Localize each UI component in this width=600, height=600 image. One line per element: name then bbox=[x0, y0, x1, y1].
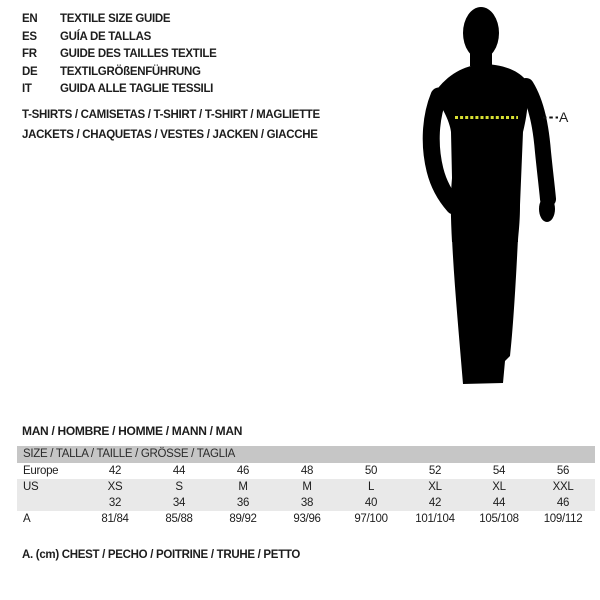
table-cell: 42 bbox=[428, 497, 442, 509]
table-cell: 44 bbox=[492, 497, 506, 509]
table-row bbox=[17, 495, 595, 511]
man-silhouette bbox=[410, 0, 580, 400]
language-code: ES bbox=[22, 30, 37, 43]
language-row bbox=[22, 11, 217, 29]
measure-label-a: A bbox=[559, 109, 569, 125]
table-cell: XL bbox=[428, 481, 442, 493]
table-cell: 85/88 bbox=[165, 513, 193, 525]
table-cell: 81/84 bbox=[101, 513, 129, 525]
table-cell: M bbox=[238, 481, 248, 493]
table-cell: 46 bbox=[556, 497, 570, 509]
table-cell: 44 bbox=[172, 465, 186, 477]
table-cell: 97/100 bbox=[354, 513, 388, 525]
language-row bbox=[22, 81, 217, 99]
table-row bbox=[17, 479, 595, 495]
table-cell: 38 bbox=[300, 497, 314, 509]
language-code: DE bbox=[22, 65, 38, 78]
category-lines bbox=[22, 105, 320, 145]
section-title-man: MAN / HOMBRE / HOMME / MANN / MAN bbox=[22, 424, 243, 438]
table-cell: S bbox=[175, 481, 183, 493]
row-label: A bbox=[23, 513, 31, 525]
table-cell: L bbox=[367, 481, 375, 493]
category-line-jackets: JACKETS / CHAQUETAS / VESTES / JACKEN / GIACCHE bbox=[22, 129, 318, 141]
language-title: TEXTILGRÖßENFÜHRUNG bbox=[60, 65, 201, 78]
language-title: TEXTILE SIZE GUIDE bbox=[60, 13, 171, 25]
table-cell: 54 bbox=[492, 465, 506, 477]
row-label bbox=[17, 495, 83, 511]
row-label: US bbox=[23, 481, 39, 493]
language-title: GUIDE DES TAILLES TEXTILE bbox=[60, 48, 217, 60]
table-cell: 101/104 bbox=[415, 513, 455, 525]
language-code: EN bbox=[22, 13, 38, 25]
table-cell: 52 bbox=[428, 465, 442, 477]
table-cell: 105/108 bbox=[479, 513, 519, 525]
size-table-rows bbox=[17, 463, 595, 527]
table-cell: 32 bbox=[108, 497, 122, 509]
language-code: IT bbox=[22, 83, 32, 95]
language-title: GUIDA ALLE TAGLIE TESSILI bbox=[60, 83, 214, 95]
language-row bbox=[22, 46, 217, 64]
language-row bbox=[22, 64, 217, 82]
language-row bbox=[22, 29, 217, 47]
figure-area bbox=[410, 0, 580, 400]
table-cell: XXL bbox=[552, 481, 574, 493]
table-cell: 34 bbox=[172, 497, 186, 509]
table-cell: M bbox=[302, 481, 312, 493]
table-row bbox=[17, 463, 595, 479]
table-cell: 36 bbox=[236, 497, 250, 509]
language-list bbox=[22, 11, 217, 99]
size-table bbox=[17, 446, 595, 527]
category-line-tshirts: T-SHIRTS / CAMISETAS / T-SHIRT / T-SHIRT / MAGLIETTE bbox=[22, 109, 320, 121]
footnote-chest: A. (cm) CHEST / PECHO / POITRINE / TRUHE / PETTO bbox=[22, 549, 301, 561]
table-cell: XL bbox=[492, 481, 506, 493]
language-code: FR bbox=[22, 48, 37, 60]
language-title: GUÍA DE TALLAS bbox=[60, 30, 151, 43]
table-cell: 46 bbox=[236, 465, 250, 477]
table-cell: 93/96 bbox=[293, 513, 321, 525]
table-cell: 48 bbox=[300, 465, 314, 477]
table-cell: 89/92 bbox=[229, 513, 257, 525]
table-cell: 40 bbox=[364, 497, 378, 509]
table-cell: 109/112 bbox=[543, 513, 583, 525]
table-row bbox=[17, 511, 595, 527]
row-label: Europe bbox=[23, 465, 59, 477]
size-table-header: SIZE / TALLA / TAILLE / GRÖSSE / TAGLIA bbox=[17, 446, 595, 463]
table-cell: XS bbox=[107, 481, 123, 493]
table-cell: 42 bbox=[108, 465, 122, 477]
table-cell: 56 bbox=[556, 465, 570, 477]
table-cell: 50 bbox=[364, 465, 378, 477]
